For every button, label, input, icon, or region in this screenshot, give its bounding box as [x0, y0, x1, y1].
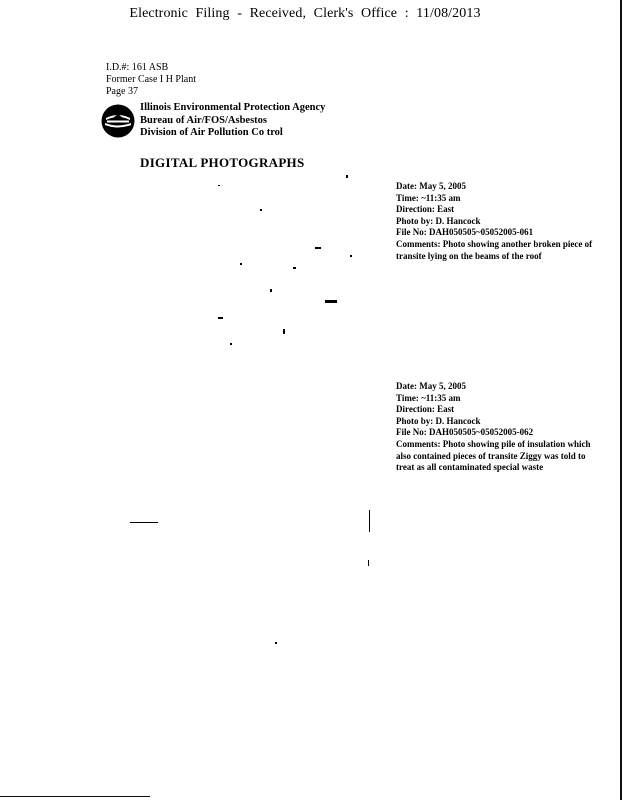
photo-speck: [315, 247, 321, 249]
record-page: Page 37: [106, 86, 138, 97]
photo-speck: [218, 185, 220, 186]
section-title: DIGITAL PHOTOGRAPHS: [140, 155, 305, 170]
photo-file-number: File No: DAH050505~05052005-062: [396, 427, 534, 438]
photo-speck: [230, 343, 232, 345]
photo-1-details: [396, 181, 614, 262]
agency-block: [140, 102, 325, 140]
record-id: I.D.#: 161 ASB: [106, 62, 169, 73]
photo-speck: [369, 510, 370, 532]
photo-time: Time: ~11:35 am: [396, 392, 461, 403]
photo-time: Time: ~11:35 am: [396, 192, 461, 203]
photo-photographer: Photo by: D. Hancock: [396, 415, 481, 426]
photo-speck: [368, 560, 369, 566]
photo-2-details: [396, 381, 614, 474]
page-edge-right: [620, 0, 622, 800]
photo-1-area: [100, 175, 385, 370]
photo-comments: Comments: Photo showing another broken piece of transite lying on the beams of the roof: [396, 238, 593, 261]
photo-speck: [346, 175, 348, 178]
photo-speck: [260, 209, 262, 211]
page-edge-bottom: [0, 796, 150, 797]
photo-speck: [240, 263, 242, 265]
photo-photographer: Photo by: D. Hancock: [396, 215, 481, 226]
record-site: Former Case I H Plant: [106, 74, 196, 85]
agency-bureau: Bureau of Air/FOS/Asbestos: [140, 114, 267, 126]
photo-speck: [130, 522, 158, 523]
photo-2-area: [100, 380, 385, 680]
photo-speck: [283, 329, 285, 334]
photo-speck: [275, 642, 277, 644]
photo-speck: [270, 289, 272, 292]
photo-speck: [350, 255, 352, 257]
agency-division: Division of Air Pollution Co trol: [140, 127, 283, 138]
photo-speck: [325, 300, 337, 303]
photo-date: Date: May 5, 2005: [396, 381, 466, 391]
photo-date: Date: May 5, 2005: [396, 181, 466, 191]
photo-comments: Comments: Photo showing pile of insulation which also contained pieces of transite Ziggy was told to treat as all contaminated special waste: [396, 438, 591, 473]
illinois-epa-seal-icon: [101, 104, 135, 138]
photo-speck: [293, 267, 296, 269]
filing-stamp: Electronic Filing - Received, Clerk's Office : 11/08/2013: [129, 6, 481, 21]
photo-direction: Direction: East: [396, 204, 455, 215]
photo-direction: Direction: East: [396, 404, 455, 415]
record-id-block: [106, 62, 196, 98]
photo-speck: [218, 317, 223, 319]
agency-name: Illinois Environmental Protection Agency: [140, 102, 326, 113]
photo-file-number: File No: DAH050505~05052005-061: [396, 227, 534, 238]
